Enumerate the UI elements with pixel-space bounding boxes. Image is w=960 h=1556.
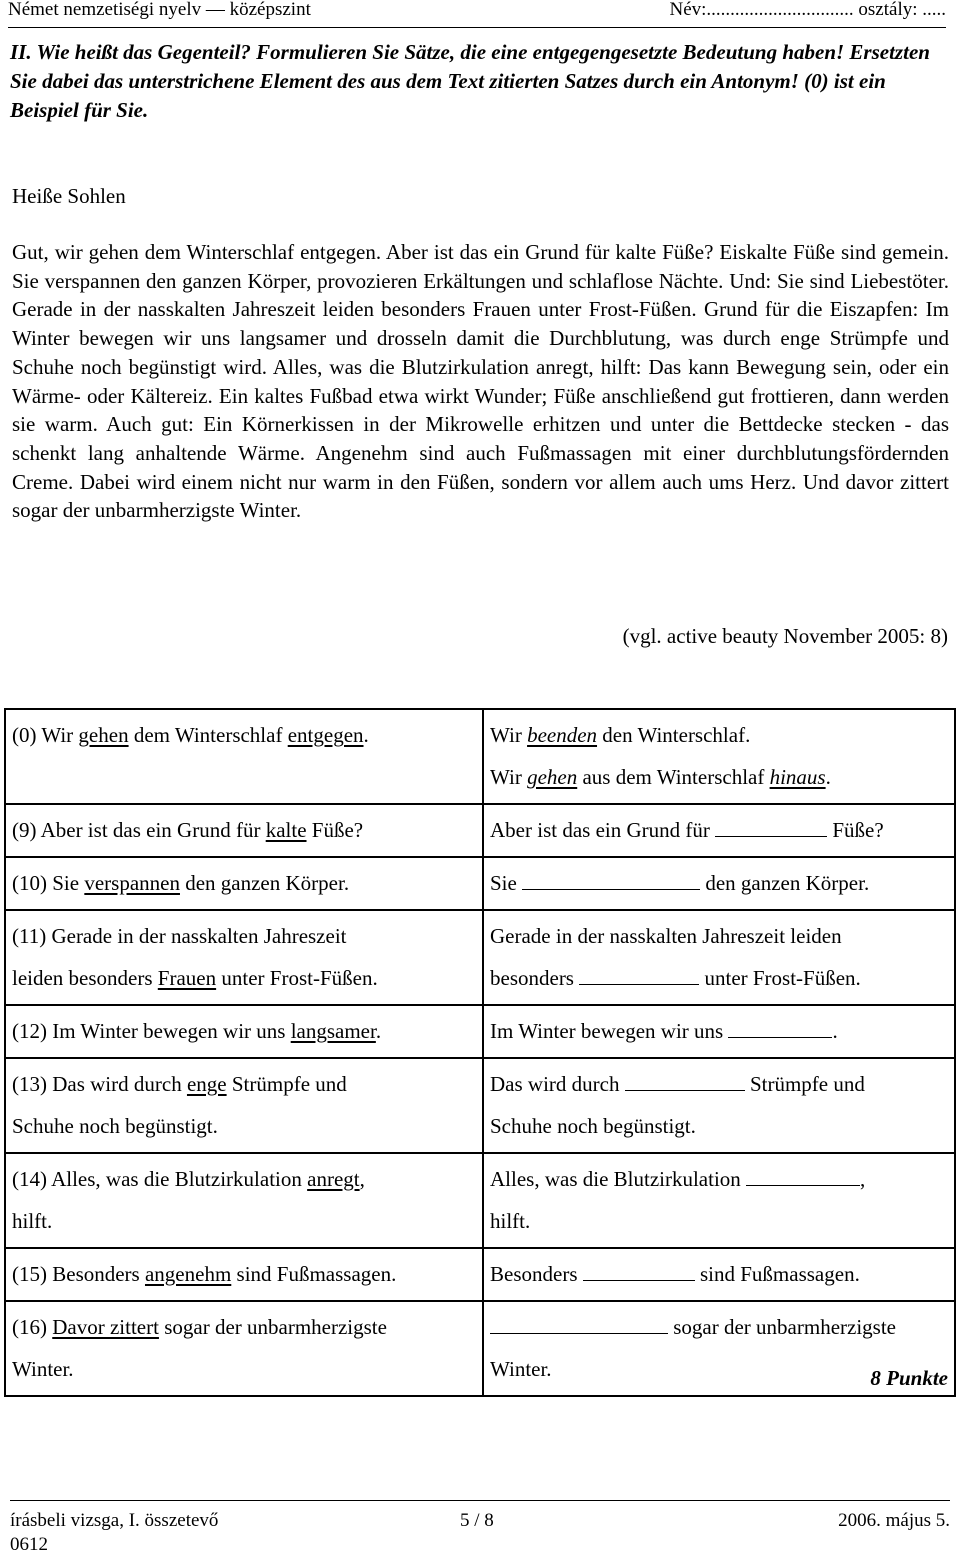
article-body: Gut, wir gehen dem Winterschlaf entgegen. Aber ist das ein Grund für kalte Füße? Eiskalte Füße sind gemein. Sie verspannen den ganzen Körper, provozieren Erkältungen und schlaflose Nächte. Und: Sie sind Liebestöter. Gerade in der nasskalten Jahreszeit leiden besonders Frauen unter Frost-Füßen. Grund für die Eiszapfen: Im Winter bewegen wir uns langsamer und drosseln damit die Durchblutung, was durch enge Strümpfe und Schuhe noch begünstigt wird. Alles, was die Blutzirkulation anregt, hilft: Das kann Bewegung sein, oder ein Wärme- oder Kältereiz. Ein kaltes Fußbad etwa wirkt Wunder; Füße anschließend gut frottieren, dann werden sie warm. Auch gut: Ein Körnerkissen in der Mikrowelle erhitzen und unter die Bettdecke stecken - das schenkt lang anhaltende Wärme. Angenehm sind auch Fußmassagen mit einer durchblutungsfördernden Creme. Dabei wird einem nicht nur warm in den Füßen, sondern vor allem auch ums Herz. Und davor zittert sogar der unbarmherzigste Winter.	[12, 240, 949, 523]
task-instruction: II. Wie heißt das Gegenteil? Formulieren Sie Sätze, die eine entgegengesetzte Bedeutung haben! Ersetzten Sie dabei das unterstrichene Element des aus dem Text zitierten Satzes durch ein Antonym! (0) ist ein Beispiel für Sie.	[10, 40, 930, 122]
page-header	[8, 0, 946, 26]
footer-date: 2006. május 5.	[838, 1510, 950, 1531]
table-row	[5, 1005, 955, 1058]
table-row	[5, 709, 955, 804]
answer-blank-14[interactable]	[746, 1167, 860, 1186]
answer-sentence-9: Aber ist das ein Grund für Füße?	[483, 804, 955, 857]
source-sentence-12: (12) Im Winter bewegen wir uns langsamer.	[5, 1005, 483, 1058]
answer-blank-11[interactable]	[579, 966, 699, 985]
header-rule	[8, 27, 946, 28]
footer-rule	[10, 1500, 950, 1501]
answer-blank-9[interactable]	[715, 818, 827, 837]
exercise-table	[4, 708, 956, 1397]
example-sentence: (0) Wir gehen dem Winterschlaf entgegen.	[5, 709, 483, 804]
source-sentence-13: (13) Das wird durch enge Strümpfe und Schuhe noch begünstigt.	[5, 1058, 483, 1153]
header-subject: Német nemzetiségi nyelv — középszint	[8, 0, 311, 20]
table-row	[5, 804, 955, 857]
table-row	[5, 1301, 955, 1396]
answer-sentence-15: Besonders sind Fußmassagen.	[483, 1248, 955, 1301]
table-row	[5, 1058, 955, 1153]
table-row	[5, 1153, 955, 1248]
answer-blank-13[interactable]	[625, 1072, 745, 1091]
table-row	[5, 1248, 955, 1301]
header-name-class: Név:............................... osztály: .....	[669, 0, 946, 20]
answer-sentence-16: sogar der unbarmherzigste Winter.	[483, 1301, 955, 1396]
points-label: 8 Punkte	[870, 1366, 948, 1390]
source-sentence-11: (11) Gerade in der nasskalten Jahreszeit leiden besonders Frauen unter Frost-Füßen.	[5, 910, 483, 1005]
answer-sentence-13: Das wird durch Strümpfe und Schuhe noch begünstigt.	[483, 1058, 955, 1153]
answer-blank-15[interactable]	[583, 1262, 695, 1281]
table-row	[5, 857, 955, 910]
answer-blank-12[interactable]	[728, 1019, 832, 1038]
answer-blank-10[interactable]	[522, 871, 700, 890]
source-sentence-9: (9) Aber ist das ein Grund für kalte Füße?	[5, 804, 483, 857]
answer-blank-16[interactable]	[490, 1315, 668, 1334]
answer-sentence-10: Sie den ganzen Körper.	[483, 857, 955, 910]
source-sentence-16: (16) Davor zittert sogar der unbarmherzigste Winter.	[5, 1301, 483, 1396]
article-title: Heiße Sohlen	[12, 184, 126, 208]
table-row	[5, 910, 955, 1005]
article-source: (vgl. active beauty November 2005: 8)	[622, 624, 948, 648]
source-sentence-14: (14) Alles, was die Blutzirkulation anregt, hilft.	[5, 1153, 483, 1248]
footer-page-number: 5 / 8	[460, 1510, 494, 1531]
answer-sentence-14: Alles, was die Blutzirkulation , hilft.	[483, 1153, 955, 1248]
source-sentence-15: (15) Besonders angenehm sind Fußmassagen.	[5, 1248, 483, 1301]
footer-exam: írásbeli vizsga, I. összetevő	[10, 1510, 219, 1531]
footer-code: 0612	[10, 1534, 48, 1555]
example-answer: Wir beenden den Winterschlaf. Wir gehen aus dem Winterschlaf hinaus.	[483, 709, 955, 804]
answer-sentence-11: Gerade in der nasskalten Jahreszeit leiden besonders unter Frost-Füßen.	[483, 910, 955, 1005]
source-sentence-10: (10) Sie verspannen den ganzen Körper.	[5, 857, 483, 910]
answer-sentence-12: Im Winter bewegen wir uns .	[483, 1005, 955, 1058]
